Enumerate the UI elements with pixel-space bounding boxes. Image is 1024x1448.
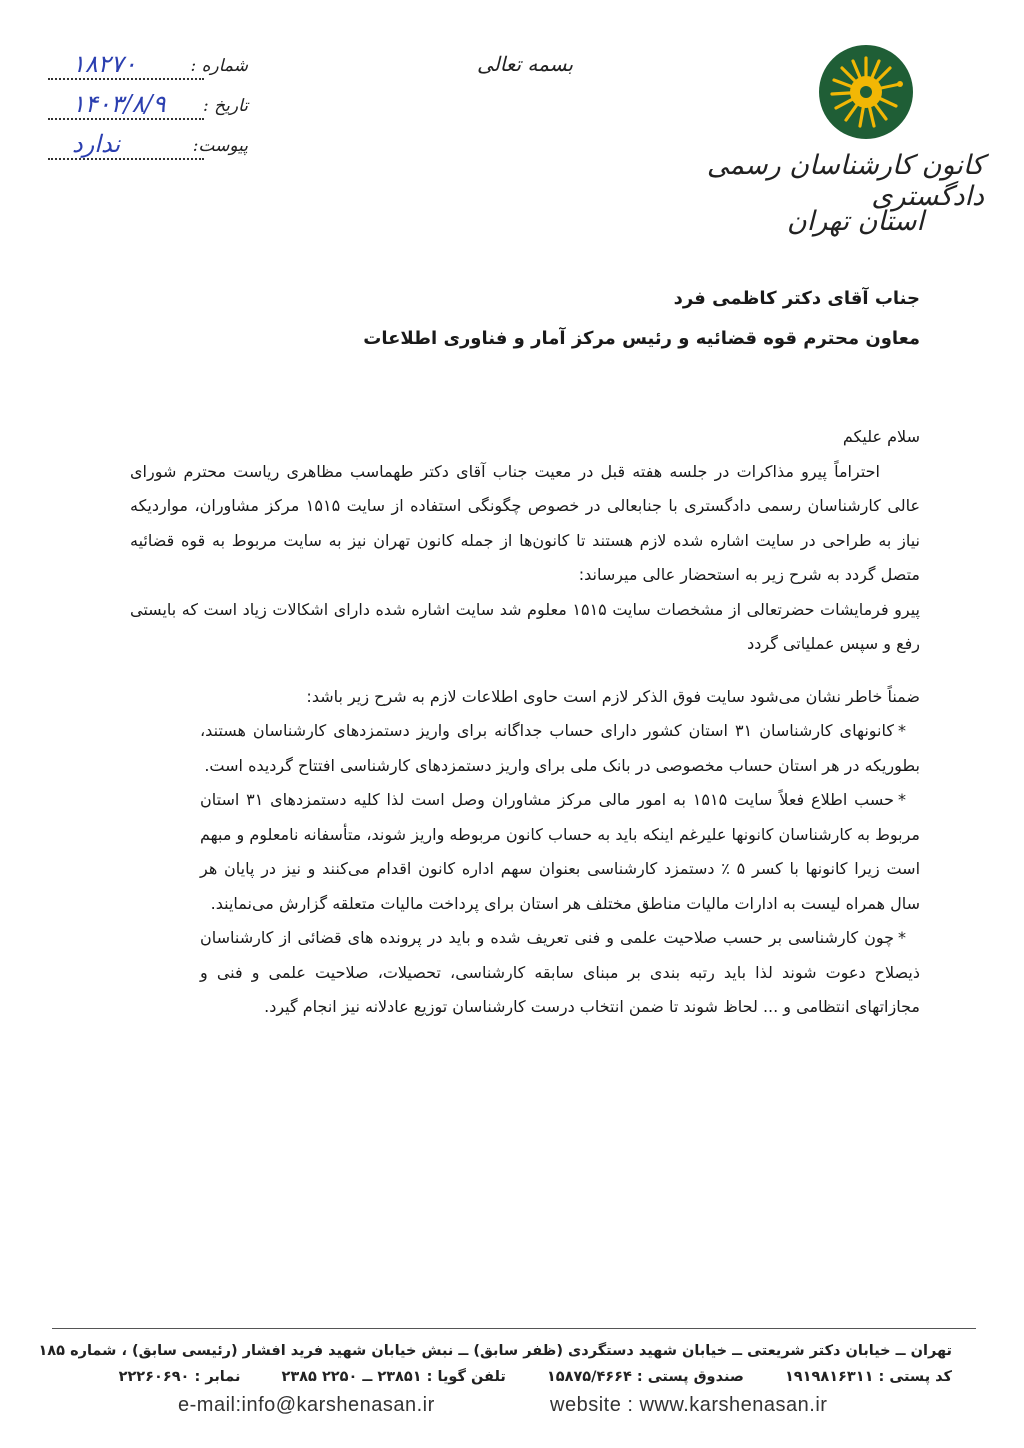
meta-number-label: شماره : <box>190 56 248 76</box>
list-item: * حسب اطلاع فعلاً سایت ۱۵۱۵ به امور مالی مرکز مشاوران وصل است لذا کلیه دستمزدهای ۳۱ استان مربوط به کارشناسان کانونها علیرغم اینکه باید به حساب کانون مربوطه واریز شوند، متأسفانه نامعلوم و مبهم است زیرا کانونها با کسر ۵ ٪ دستمزد کارشناسی بعنوان سهم اداره کانون اقدام می‌کنند و نیز در پایان هر سال همراه لیست به ادارات مالیات مناطق مختلف هر استان برای پرداخت مالیات متعلقه گزارش می‌نمایند. <box>200 783 920 921</box>
meta-date-line <box>48 118 204 120</box>
paragraph-gap <box>130 662 920 680</box>
meta-attachment-label: پیوست: <box>192 136 248 156</box>
meta-number-row <box>48 52 248 92</box>
meta-attachment-value: ندارد <box>72 130 121 158</box>
recipient-block <box>360 288 920 368</box>
footer-contacts <box>52 1364 952 1390</box>
letter-meta <box>48 52 248 172</box>
footer-fax: نمابر : ۲۲۲۶۰۶۹۰ <box>118 1369 241 1385</box>
greeting: سلام علیکم <box>842 427 920 446</box>
footer-web-row <box>52 1394 952 1424</box>
organization-province: استان تهران <box>786 206 924 237</box>
meta-number-line <box>48 78 204 80</box>
organization-name: کانون کارشناسان رسمی دادگستری <box>706 150 984 212</box>
paragraph-requirements: ضمناً خاطر نشان می‌شود سایت فوق الذکر لازم است حاوی اطلاعات لازم به شرح زیر باشد: <box>306 686 920 706</box>
meta-date-row <box>48 92 248 132</box>
meta-date-value: ۱۴۰۳/۸/۹ <box>72 90 166 118</box>
meta-attachment-row <box>48 132 248 172</box>
footer-postal-code: کد پستی : ۱۹۱۹۸۱۶۳۱۱ <box>784 1369 952 1385</box>
meta-number-value: ۱۸۲۷۰ <box>72 50 137 78</box>
meta-attachment-line <box>48 158 204 160</box>
footer-address: تهران ــ خیابان دکتر شریعتی ــ خیابان شهید دستگردی (ظفر سابق) ــ نبش خیابان شهید فرید افشار (رئیسی سابق) ، شماره ۱۸۵ <box>38 1343 952 1359</box>
footer-po-box: صندوق پستی : ۱۵۸۷۵/۴۶۶۴ <box>546 1369 744 1385</box>
meta-date-label: تاریخ : <box>203 96 248 116</box>
letter-footer <box>38 1338 952 1424</box>
bismillah-heading: بسمه تعالی <box>476 52 574 76</box>
requirements-list <box>200 714 920 1025</box>
footer-phone: تلفن گویا : ۲۳۸۵۱ ــ ۲۲۵۰ ۲۳۸۵ <box>281 1369 506 1385</box>
footer-email-link[interactable]: e-mail:info@karshenasan.ir <box>178 1394 435 1416</box>
list-item: * چون کارشناسی بر حسب صلاحیت علمی و فنی تعریف شده و باید در پرونده های قضائی از کارشناسان ذیصلاح دعوت شوند لذا باید رتبه بندی بر مبنای سابقه کارشناسی، تحصیلات، صلاحیت علمی و فنی و مجازاتهای انتظامی و ... لحاظ شوند تا ضمن انتخاب درست کارشناسان توزیع عادلانه نیز انجام گیرد. <box>200 921 920 1025</box>
letter-body <box>130 420 920 1025</box>
paragraph-intro: احتراماً پیرو مذاکرات در جلسه هفته قبل در معیت جناب آقای دکتر طهماسب مظاهری ریاست محترم شورای عالی کارشناسان رسمی دادگستری با جنابعالی در خصوص چگونگی استفاده از سایت ۱۵۱۵ مرکز مشاوران، مواردیکه نیاز به طراحی در سایت اشاره شده لازم هستند تا کانون‌ها از جمله کانون تهران نیز به سایت مربوط به قوه قضائیه متصل گردد به شرح زیر به استحضار عالی میرساند: <box>130 461 920 584</box>
recipient-name: جناب آقای دکتر کاظمی فرد <box>673 288 920 309</box>
recipient-title: معاون محترم قوه قضائیه و رئیس مرکز آمار و فناوری اطلاعات <box>363 328 920 349</box>
footer-divider <box>52 1328 976 1329</box>
karshenasan-logo-icon <box>818 44 914 140</box>
footer-website-link[interactable]: website : www.karshenasan.ir <box>550 1394 828 1416</box>
paragraph-followup: پیرو فرمایشات حضرتعالی از مشخصات سایت ۱۵۱۵ معلوم شد سایت اشاره شده دارای اشکالات زیاد است که بایستی رفع و سپس عملیاتی گردد <box>130 599 921 653</box>
list-item: * کانونهای کارشناسان ۳۱ استان کشور دارای حساب جداگانه برای واریز دستمزدهای کارشناسان هستند، بطوریکه در هر استان حساب مخصوصی در بانک ملی برای واریز دستمزدهای کارشناسی افتتاح گردیده است. <box>200 714 920 783</box>
